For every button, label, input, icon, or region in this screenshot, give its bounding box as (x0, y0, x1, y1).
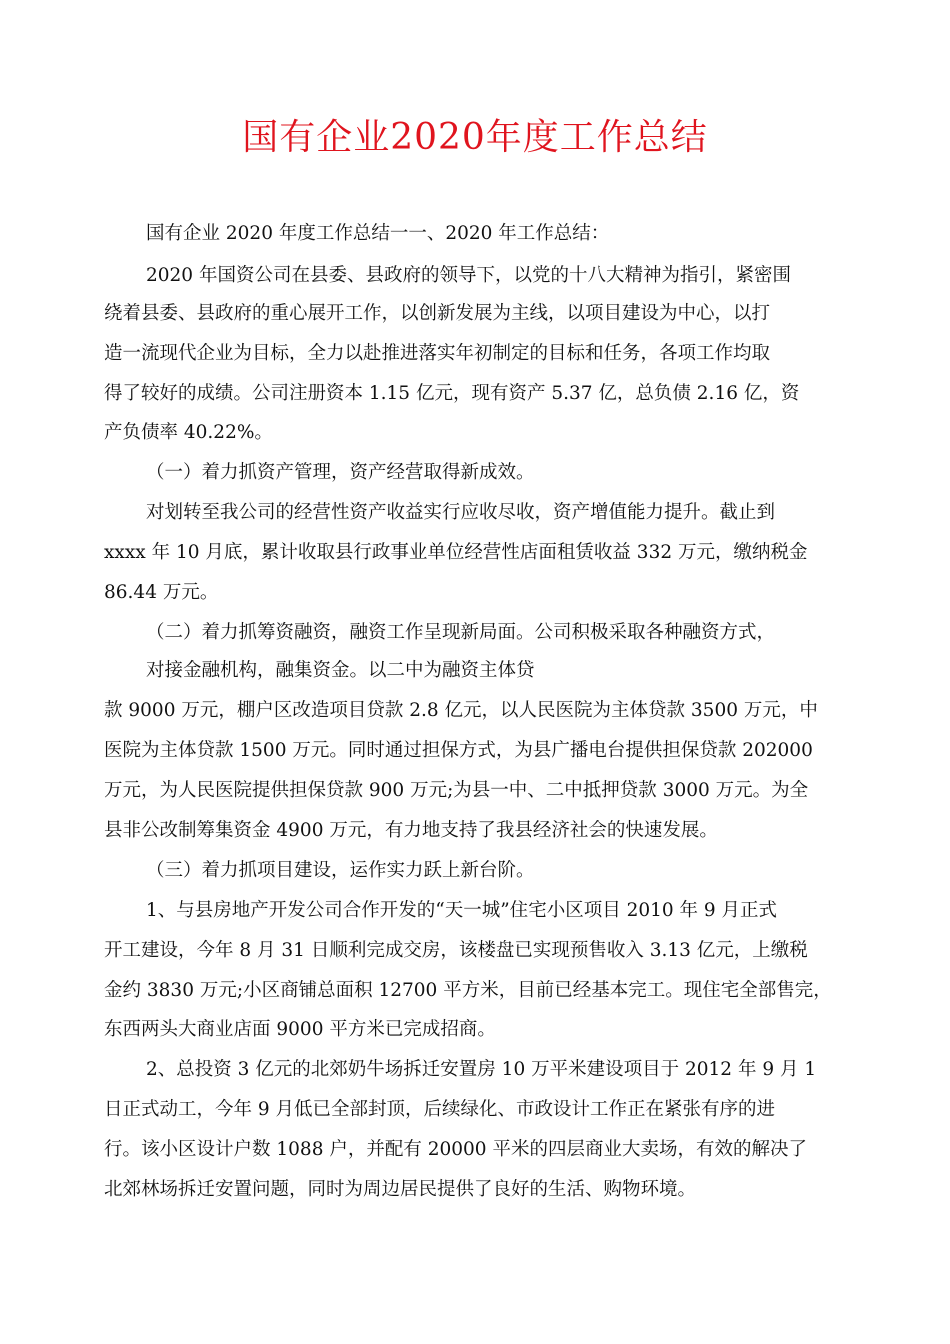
paragraph-line: 绕着县委、县政府的重心展开工作，以创新发展为主线，以项目建设为中心，以打 (104, 303, 771, 324)
paragraph-line: 金约 3830 万元;小区商铺总面积 12700 平方米，目前已经基本完工。现住宅全部售完， (104, 980, 832, 1001)
paragraph-line: 款 9000 万元，棚户区改造项目贷款 2.8 亿元，以人民医院为主体贷款 3500 万元，中 (104, 700, 818, 721)
paragraph-line: 开工建设，今年 8 月 31 日顺利完成交房，该楼盘已实现预售收入 3.13 亿元，上缴税 (104, 940, 808, 961)
paragraph-line: 北郊林场拆迁安置问题，同时为周边居民提供了良好的生活、购物环境。 (104, 1179, 697, 1200)
paragraph-line: 2020 年国资公司在县委、县政府的领导下，以党的十八大精神为指引，紧密围 (146, 265, 791, 286)
paragraph-line: 行。该小区设计户数 1088 户，并配有 20000 平米的四层商业大卖场，有效的解决了 (104, 1139, 807, 1160)
paragraph-line: 得了较好的成绩。公司注册资本 1.15 亿元，现有资产 5.37 亿，总负债 2.16 亿，资 (104, 383, 800, 404)
document-title: 国有企业2020年度工作总结 (242, 117, 708, 158)
section-heading: （三）着力抓项目建设，运作实力跃上新台阶。 (146, 860, 535, 881)
paragraph-line: 医院为主体贷款 1500 万元。同时通过担保方式，为县广播电台提供担保贷款 202000 (104, 740, 813, 761)
paragraph-line: 造一流现代企业为目标，全力以赴推进落实年初制定的目标和任务，各项工作均取 (104, 343, 771, 364)
paragraph-line: xxxx 年 10 月底，累计收取县行政事业单位经营性店面租赁收益 332 万元，缴纳税金 (104, 542, 808, 563)
paragraph-line: 日正式动工，今年 9 月低已全部封顶，后续绿化、市政设计工作正在紧张有序的进 (104, 1099, 776, 1120)
paragraph-line: 2、总投资 3 亿元的北郊奶牛场拆迁安置房 10 万平米建设项目于 2012 年 9 月 1 (146, 1059, 817, 1080)
paragraph-line: 86.44 万元。 (104, 582, 219, 603)
paragraph-line: 对接金融机构，融集资金。以二中为融资主体贷 (146, 660, 535, 681)
paragraph-line: 对划转至我公司的经营性资产收益实行应收尽收，资产增值能力提升。截止到 (146, 502, 776, 523)
intro-line: 国有企业 2020 年度工作总结一一、2020 年工作总结： (146, 223, 610, 244)
paragraph-line: 东西两头大商业店面 9000 平方米已完成招商。 (104, 1019, 496, 1040)
paragraph-line: 产负债率 40.22%。 (104, 422, 273, 443)
paragraph-line: 1、与县房地产开发公司合作开发的“天一城”住宅小区项目 2010 年 9 月正式 (146, 900, 778, 921)
paragraph-line: 县非公改制筹集资金 4900 万元，有力地支持了我县经济社会的快速发展。 (104, 820, 718, 841)
section-heading: （一）着力抓资产管理，资产经营取得新成效。 (146, 462, 535, 483)
section-heading: （二）着力抓筹资融资，融资工作呈现新局面。公司积极采取各种融资方式， (146, 622, 776, 643)
paragraph-line: 万元，为人民医院提供担保贷款 900 万元;为县一中、二中抵押贷款 3000 万元。为全 (104, 780, 809, 801)
